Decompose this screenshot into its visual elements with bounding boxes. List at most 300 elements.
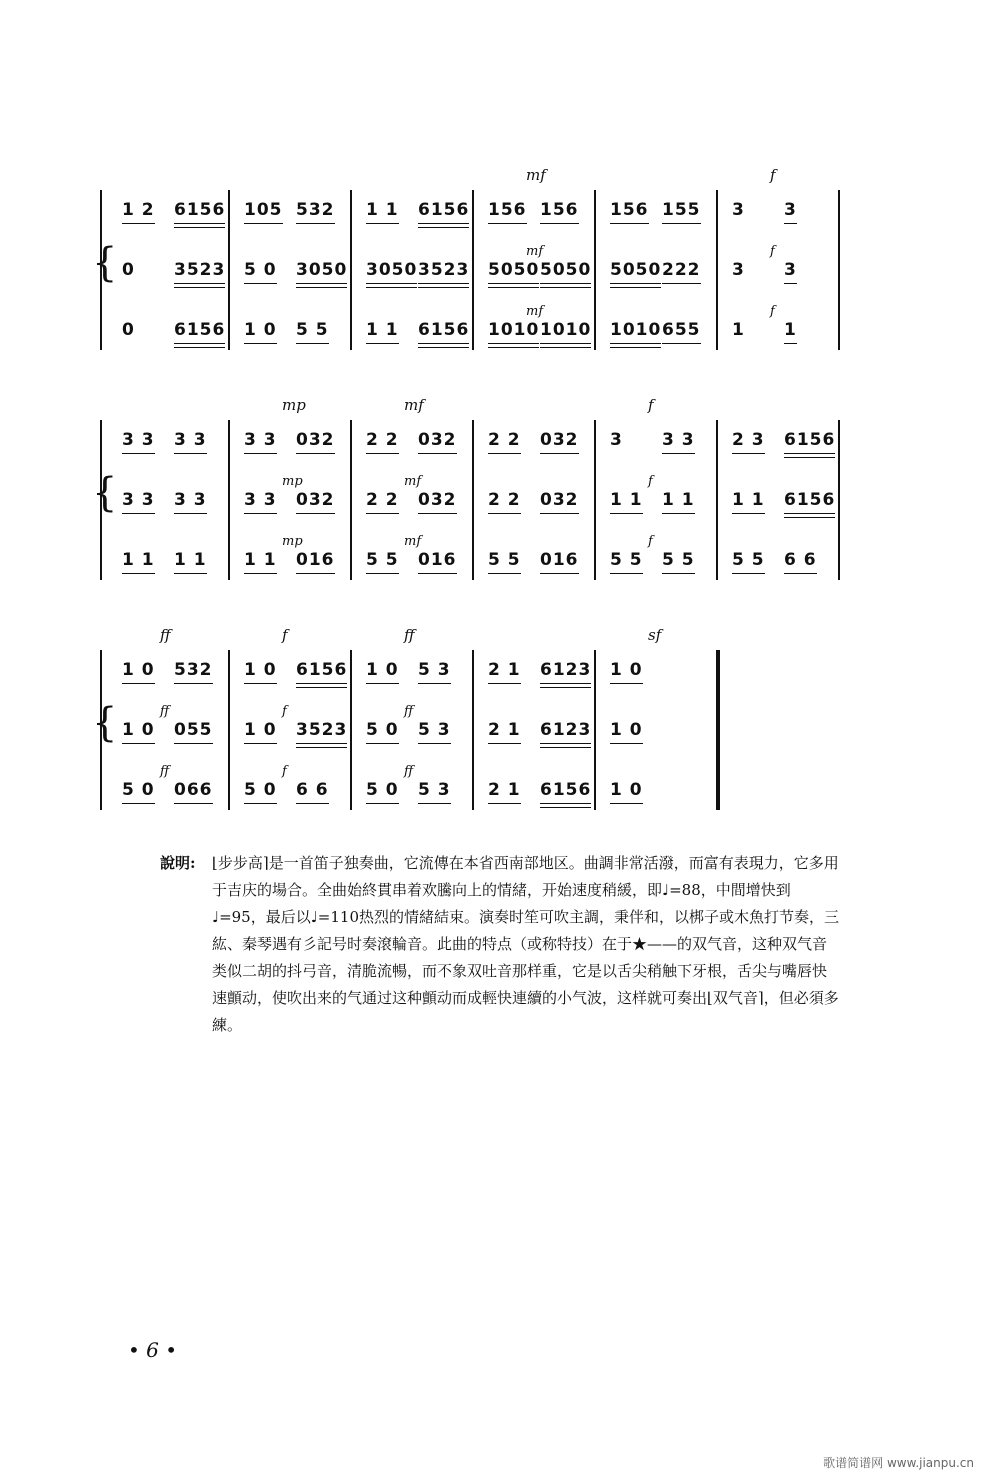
beam-line [174, 347, 225, 348]
beam-line [610, 683, 643, 684]
note-group [610, 190, 649, 230]
note-group [418, 190, 469, 230]
note-group [296, 190, 335, 230]
note-group [244, 650, 277, 690]
note-text: 1 1 [244, 550, 277, 570]
note-group [662, 190, 701, 230]
note-text: 1 0 [244, 320, 277, 340]
beam-line [610, 803, 643, 804]
note-group [244, 420, 277, 460]
note-text: 5 3 [418, 720, 451, 740]
note-text: 1 0 [122, 720, 155, 740]
beam-line [122, 453, 155, 454]
note-text: 0 [122, 260, 135, 280]
inline-dynamic: ff [404, 764, 414, 779]
beam-line [122, 513, 155, 514]
note-group [610, 480, 643, 520]
beam-line [418, 803, 451, 804]
note-text: 5 5 [366, 550, 399, 570]
beam-line [418, 573, 457, 574]
beam-line [418, 513, 457, 514]
beam-line [122, 803, 155, 804]
note-group [488, 190, 527, 230]
note-text: 2 3 [732, 430, 765, 450]
beam-line [732, 453, 765, 454]
note-text: 5 5 [610, 550, 643, 570]
note-group [732, 420, 765, 460]
note-group [366, 190, 399, 230]
note-group [122, 540, 155, 580]
note-text: 105 [244, 200, 283, 220]
note-text: 016 [540, 550, 579, 570]
beam-line [366, 743, 399, 744]
note-text: 3 [610, 430, 623, 450]
note-text: 3050 [296, 260, 348, 280]
note-text: 1010 [610, 320, 662, 340]
note-text: 032 [540, 430, 579, 450]
note-text: 222 [662, 260, 701, 280]
inline-dynamic: f [648, 534, 653, 549]
note-text: 156 [610, 200, 649, 220]
beam-line [296, 743, 347, 744]
note-group [540, 420, 579, 460]
explanation-text: ⌊步步高⌉是一首笛子独奏曲，它流傳在本省西南部地区。曲調非常活潑，而富有表現力，它多用于吉庆的場合。全曲始終貫串着欢騰向上的情緒，开始速度稍緩，即♩=88，中間增快到♩=95，最后以♩=110热烈的情緒結束。演奏时笙可吹主調，秉伴和，以梆子或木魚打节奏，三紘、秦琴遇有彡記号时奏滾輪音。此曲的特点（或称特技）在于★——的双气音，这种双气音类似二胡的抖弓音，清脆流暢，而不象双吐音那样重，它是以舌尖稍触下牙根，舌尖与嘴唇快速顫动，使吹出来的气通过这种顫动而成輕快連續的小气波，这样就可奏出⌊双气音⌉，但必須多練。 [212, 854, 840, 1034]
note-group [540, 190, 579, 230]
note-group [784, 250, 797, 290]
note-text: 3 3 [174, 430, 207, 450]
dynamic-marking: f [282, 626, 288, 644]
note-text: 5 0 [244, 780, 277, 800]
note-text: 1010 [540, 320, 592, 340]
beam-line [540, 747, 591, 748]
note-text: 6156 [784, 490, 836, 510]
note-text: 2 2 [366, 490, 399, 510]
dynamic-marking: f [770, 166, 776, 184]
note-group [174, 190, 225, 230]
beam-line [296, 573, 335, 574]
note-group [296, 650, 347, 690]
beam-line [296, 747, 347, 748]
note-text: 6156 [784, 430, 836, 450]
beam-line [540, 807, 591, 808]
beam-line [540, 453, 579, 454]
note-group [244, 190, 283, 230]
note-group [540, 480, 579, 520]
note-group [732, 250, 745, 290]
beam-line [366, 513, 399, 514]
note-group [662, 310, 701, 350]
beam-line [610, 343, 661, 344]
note-group [366, 480, 399, 520]
note-group [784, 190, 797, 230]
note-text: 032 [540, 490, 579, 510]
note-group [610, 650, 643, 690]
note-group [540, 250, 591, 290]
beam-line [174, 343, 225, 344]
beam-line [174, 513, 207, 514]
note-group [174, 650, 213, 690]
note-text: 6123 [540, 660, 592, 680]
beam-line [540, 347, 591, 348]
beam-line [784, 457, 835, 458]
inline-dynamic: ff [160, 704, 170, 719]
note-text: 2 1 [488, 720, 521, 740]
note-text: 5 3 [418, 660, 451, 680]
note-group [732, 540, 765, 580]
note-group [418, 480, 457, 520]
note-text: 155 [662, 200, 701, 220]
beam-line [662, 283, 701, 284]
beam-line [174, 743, 213, 744]
note-group [488, 650, 521, 690]
beam-line [366, 573, 399, 574]
beam-line [366, 683, 399, 684]
beam-line [662, 453, 695, 454]
note-group [174, 250, 225, 290]
beam-line [366, 343, 399, 344]
note-text: 3 3 [174, 490, 207, 510]
note-group [174, 540, 207, 580]
note-group [610, 540, 643, 580]
note-text: 1 2 [122, 200, 155, 220]
beam-line [244, 683, 277, 684]
note-group [540, 770, 591, 810]
inline-dynamic: mf [526, 304, 544, 319]
beam-line [366, 803, 399, 804]
beam-line [540, 513, 579, 514]
note-group [784, 310, 797, 350]
note-text: 655 [662, 320, 701, 340]
note-text: 1 [732, 320, 745, 340]
note-text: 2 2 [488, 490, 521, 510]
beam-line [296, 513, 335, 514]
beam-line [488, 287, 539, 288]
note-group [244, 710, 277, 750]
note-text: 1 1 [366, 320, 399, 340]
beam-line [366, 453, 399, 454]
beam-line [418, 347, 469, 348]
note-group [784, 420, 835, 460]
note-group [174, 770, 213, 810]
beam-line [784, 283, 797, 284]
note-group [366, 420, 399, 460]
beam-line [418, 227, 469, 228]
note-text: 6156 [418, 320, 470, 340]
beam-line [488, 347, 539, 348]
beam-line [610, 287, 661, 288]
note-group [732, 480, 765, 520]
note-group [122, 770, 155, 810]
note-text: 3 3 [244, 490, 277, 510]
beam-line [244, 743, 277, 744]
voice-row-3 [100, 310, 842, 350]
note-text: 1 1 [122, 550, 155, 570]
inline-dynamic: f [770, 244, 775, 259]
beam-line [610, 573, 643, 574]
note-text: 3523 [174, 260, 226, 280]
beam-line [366, 283, 417, 284]
note-text: 1010 [488, 320, 540, 340]
beam-line [540, 343, 591, 344]
beam-line [540, 803, 591, 804]
note-group [488, 540, 521, 580]
beam-line [174, 803, 213, 804]
note-text: 032 [418, 490, 457, 510]
beam-line [418, 683, 451, 684]
note-group [418, 250, 469, 290]
note-group [540, 710, 591, 750]
beam-line [488, 283, 539, 284]
beam-line [122, 743, 155, 744]
beam-line [540, 573, 579, 574]
beam-line [540, 683, 591, 684]
note-group [174, 710, 213, 750]
note-group [296, 310, 329, 350]
beam-line [296, 803, 329, 804]
note-text: 1 1 [366, 200, 399, 220]
note-text: 5 5 [662, 550, 695, 570]
inline-dynamic: f [648, 474, 653, 489]
beam-line [784, 223, 797, 224]
beam-line [540, 687, 591, 688]
beam-line [540, 287, 591, 288]
beam-line [610, 283, 661, 284]
beam-line [244, 343, 277, 344]
note-text: 3050 [366, 260, 418, 280]
beam-line [784, 573, 817, 574]
note-group [244, 480, 277, 520]
note-group [540, 310, 591, 350]
note-text: 1 [784, 320, 797, 340]
note-text: 156 [540, 200, 579, 220]
beam-line [174, 683, 213, 684]
page-number-value: 6 [146, 1338, 159, 1362]
note-group [610, 420, 623, 460]
note-text: 5050 [610, 260, 662, 280]
note-text: 6156 [540, 780, 592, 800]
voice-row-3 [100, 540, 842, 580]
note-group [244, 310, 277, 350]
note-text: 3 [784, 260, 797, 280]
note-text: 532 [296, 200, 335, 220]
beam-line [122, 573, 155, 574]
note-group [366, 770, 399, 810]
beam-line [732, 513, 765, 514]
note-text: 0 [122, 320, 135, 340]
dynamic-marking: ff [404, 626, 415, 644]
inline-dynamic: mp [282, 474, 303, 489]
note-text: 1 0 [366, 660, 399, 680]
dynamic-marking: f [648, 396, 654, 414]
note-group [174, 310, 225, 350]
beam-line [662, 573, 695, 574]
note-text: 5050 [540, 260, 592, 280]
note-text: 2 2 [488, 430, 521, 450]
note-text: 6156 [296, 660, 348, 680]
beam-line [296, 283, 347, 284]
beam-line [488, 743, 521, 744]
note-group [244, 770, 277, 810]
score-system-3 [92, 626, 720, 820]
note-text: 3 [732, 260, 745, 280]
note-text: 6123 [540, 720, 592, 740]
beam-line [244, 803, 277, 804]
beam-line [122, 223, 155, 224]
dynamic-marking: sf [648, 626, 662, 644]
score-system-2 [92, 396, 842, 590]
beam-line [610, 347, 661, 348]
beam-line [244, 453, 277, 454]
note-group [418, 540, 457, 580]
note-text: 3 3 [244, 430, 277, 450]
note-text: 1 0 [244, 720, 277, 740]
note-group [244, 540, 277, 580]
note-text: 1 0 [610, 780, 643, 800]
note-text: 156 [488, 200, 527, 220]
note-group [662, 420, 695, 460]
voice-row-2 [100, 250, 842, 290]
note-group [122, 420, 155, 460]
beam-line [784, 343, 797, 344]
note-group [418, 420, 457, 460]
beam-line [244, 513, 277, 514]
beam-line [366, 287, 417, 288]
note-group [122, 190, 155, 230]
beam-line [418, 287, 469, 288]
inline-dynamic: mp [282, 534, 303, 549]
beam-line [174, 573, 207, 574]
note-group [122, 250, 135, 290]
beam-line [610, 513, 643, 514]
beam-line [244, 283, 277, 284]
note-text: 2 2 [366, 430, 399, 450]
beam-line [488, 343, 539, 344]
note-group [662, 480, 695, 520]
note-group [418, 310, 469, 350]
note-text: 5 0 [366, 780, 399, 800]
note-group [732, 310, 745, 350]
beam-line [488, 223, 527, 224]
beam-line [784, 513, 835, 514]
note-group [366, 250, 417, 290]
system-brace: { [92, 470, 118, 516]
note-text: 1 0 [244, 660, 277, 680]
note-text: 3 [732, 200, 745, 220]
voice-row-2 [100, 480, 842, 520]
note-group [784, 540, 817, 580]
beam-line [784, 453, 835, 454]
dynamic-marking: ff [160, 626, 171, 644]
beam-line [610, 223, 649, 224]
note-group [296, 710, 347, 750]
beam-line [784, 517, 835, 518]
note-text: 1 0 [610, 720, 643, 740]
note-text: 3 3 [122, 490, 155, 510]
note-text: 5 5 [488, 550, 521, 570]
note-group [662, 540, 695, 580]
note-text: 532 [174, 660, 213, 680]
note-text: 032 [296, 490, 335, 510]
note-text: 6156 [174, 320, 226, 340]
note-group [296, 770, 329, 810]
note-group [366, 710, 399, 750]
note-text: 3523 [418, 260, 470, 280]
inline-dynamic: ff [160, 764, 170, 779]
note-text: 3 3 [122, 430, 155, 450]
beam-line [540, 223, 579, 224]
note-text: 1 1 [732, 490, 765, 510]
note-text: 5050 [488, 260, 540, 280]
beam-line [662, 343, 701, 344]
note-group [366, 310, 399, 350]
page-number: • 6 • [128, 1338, 178, 1362]
beam-line [418, 283, 469, 284]
note-group [174, 420, 207, 460]
note-text: 5 5 [732, 550, 765, 570]
note-text: 016 [418, 550, 457, 570]
beam-line [732, 573, 765, 574]
beam-line [174, 453, 207, 454]
beam-line [296, 287, 347, 288]
note-text: 032 [418, 430, 457, 450]
beam-line [296, 453, 335, 454]
note-text: 2 1 [488, 780, 521, 800]
note-group [366, 540, 399, 580]
note-text: 1 0 [610, 660, 643, 680]
note-text: 6156 [174, 200, 226, 220]
note-group [540, 650, 591, 690]
note-text: 5 3 [418, 780, 451, 800]
beam-line [296, 223, 335, 224]
note-group [296, 250, 347, 290]
dynamic-marking: mp [282, 396, 306, 414]
explanation [160, 850, 840, 1039]
watermark: 歌谱简谱网 www.jianpu.cn [823, 1456, 974, 1470]
note-group [488, 480, 521, 520]
note-group [784, 480, 835, 520]
note-group [610, 710, 643, 750]
note-text: 1 1 [662, 490, 695, 510]
inline-dynamic: f [770, 304, 775, 319]
note-text: 066 [174, 780, 213, 800]
beam-line [662, 223, 701, 224]
note-group [418, 650, 451, 690]
score-system-1 [92, 166, 842, 360]
beam-line [610, 743, 643, 744]
system-brace: { [92, 700, 118, 746]
note-text: 016 [296, 550, 335, 570]
beam-line [488, 573, 521, 574]
beam-line [296, 687, 347, 688]
note-group [488, 710, 521, 750]
note-group [488, 420, 521, 460]
note-group [418, 710, 451, 750]
note-group [122, 650, 155, 690]
note-text: 1 0 [122, 660, 155, 680]
note-text: 3 3 [662, 430, 695, 450]
inline-dynamic: f [282, 764, 287, 779]
note-group [610, 250, 661, 290]
beam-line [366, 223, 399, 224]
note-text: 3 [784, 200, 797, 220]
note-group [122, 710, 155, 750]
explanation-label: 說明: [160, 854, 196, 872]
note-text: 6 6 [296, 780, 329, 800]
note-text: 3523 [296, 720, 348, 740]
beam-line [122, 683, 155, 684]
beam-line [540, 283, 591, 284]
beam-line [174, 283, 225, 284]
